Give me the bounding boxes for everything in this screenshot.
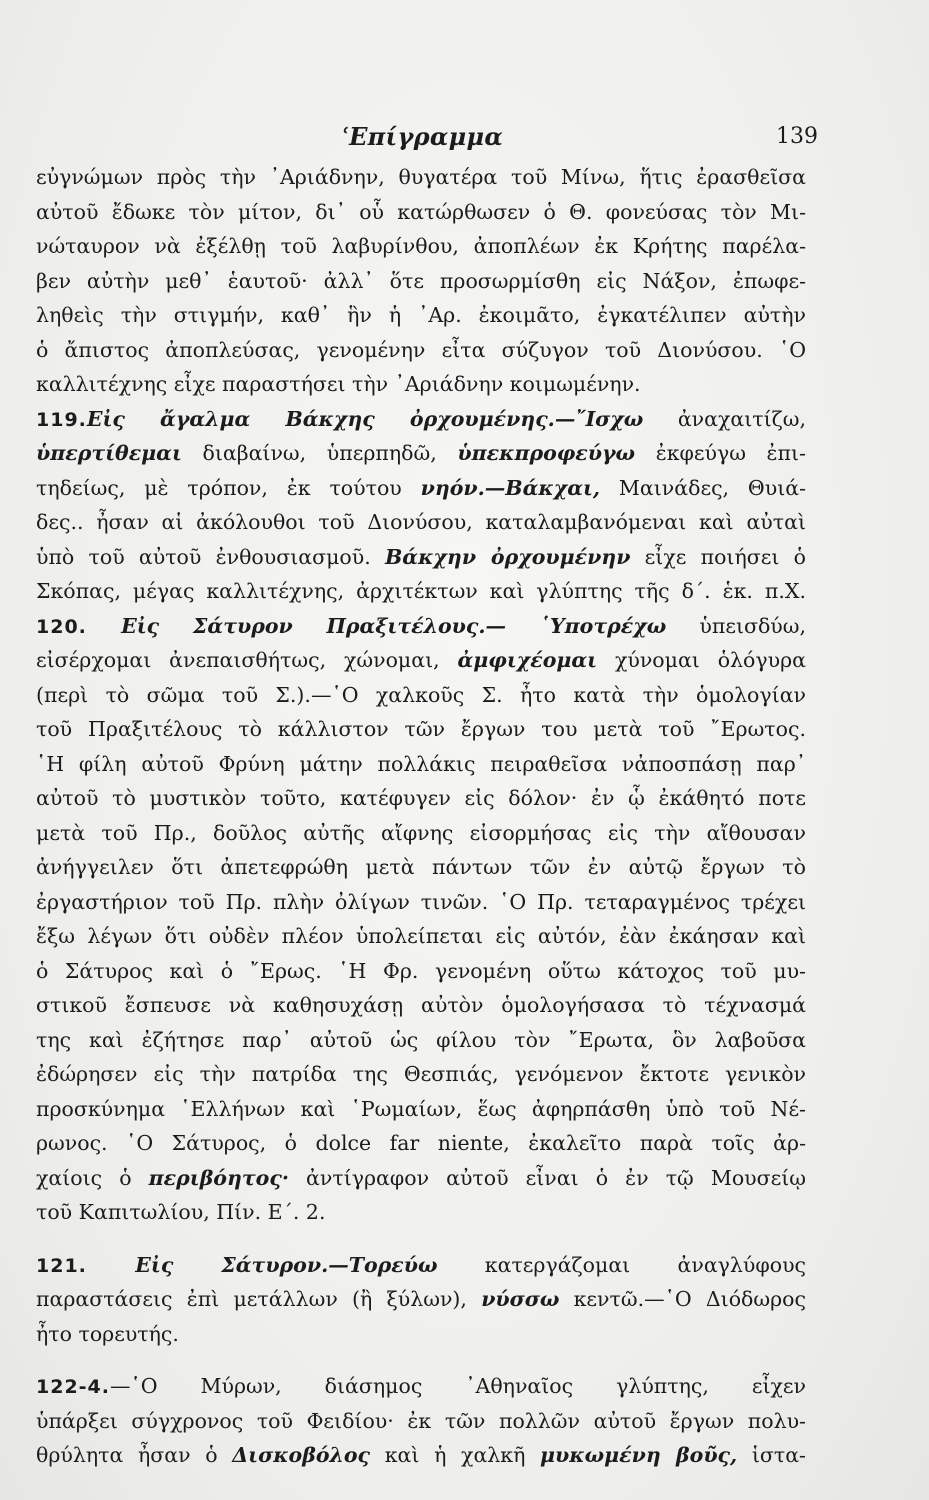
text-line	[36, 1023, 806, 1058]
text-line	[36, 298, 806, 333]
text-segment: Σκόπας, μέγας καλλιτέχνης, ἀρχιτέκτων καὶ γλύπτης τῆς δ΄. ἑκ. π.Χ.	[36, 579, 806, 603]
text-segment: ῾Υποτρέχω	[506, 613, 667, 638]
text-line	[36, 160, 806, 195]
running-title: ʿΕπίγραμμα	[340, 122, 504, 151]
text-segment: 122-4.	[36, 1376, 110, 1398]
text-line	[36, 264, 806, 299]
text-segment: χαίοις ὁ	[36, 1165, 149, 1190]
text-segment: Εἰς ἄγαλμα Βάκχης ὀρχουμένης.—	[86, 406, 576, 431]
text-line	[36, 712, 806, 747]
text-segment: τοῦ Πραξιτέλους τὸ κάλλιστον τῶν ἔργων του μετὰ τοῦ ῎Ερωτος.	[36, 717, 806, 741]
text-segment: 121.	[36, 1254, 136, 1277]
text-segment: ὁ Σάτυρος καὶ ὁ ῎Ερως. ῾Η Φρ. γενομένη οὕτω κάτοχος τοῦ μυ-	[36, 958, 806, 983]
text-segment: της καὶ ἐζήτησε παρ᾿ αὐτοῦ ὡς φίλου τὸν ῎Ερωτα, ὃν λαβοῦσα	[36, 1027, 806, 1052]
text-segment: (περὶ τὸ σῶμα τοῦ Σ.).—῾Ο χαλκοῦς Σ. ἦτο κατὰ τὴν ὁμολογίαν	[36, 682, 806, 707]
text-line	[36, 609, 806, 644]
text-segment: 120.	[36, 615, 122, 638]
text-segment: ὑπάρξει σύγχρονος τοῦ Φειδίου· ἐκ τῶν πολλῶν αὐτοῦ ἔργων πολυ-	[36, 1408, 806, 1433]
text-line	[36, 540, 806, 575]
text-segment: ἦτο τορευτής.	[36, 1321, 179, 1346]
text-line	[36, 1282, 806, 1317]
text-line	[36, 643, 806, 678]
text-line	[36, 229, 806, 264]
text-segment: περιβόητος·	[148, 1165, 289, 1190]
paragraph-gap	[36, 1351, 806, 1369]
text-segment: ρωνος. ῾Ο Σάτυρος, ὁ dolce far niente, ἐκαλεῖτο παρὰ τοῖς ἀρ-	[36, 1131, 806, 1155]
text-segment: αὐτοῦ τὸ μυστικὸν τοῦτο, κατέφυγεν εἰς δόλον· ἐν ᾧ ἐκάθητό ποτε	[36, 786, 806, 810]
text-line	[36, 816, 806, 851]
text-line	[36, 367, 806, 402]
text-line	[36, 954, 806, 989]
text-segment: —῾Ο Μύρων, διάσημος ᾿Αθηναῖος γλύπτης, εἶχεν	[109, 1374, 806, 1398]
text-segment: ῎Ισχω	[575, 406, 644, 431]
text-segment: 119.	[36, 408, 87, 431]
text-segment: παραστάσεις ἐπὶ μετάλλων (ἢ ξύλων),	[36, 1287, 482, 1311]
text-line	[36, 1438, 806, 1473]
text-line	[36, 333, 806, 368]
text-segment: εἰσέρχομαι ἀνεπαισθήτως, χώνομαι,	[36, 648, 458, 672]
text-segment: ῾Η φίλη αὐτοῦ Φρύνη μάτην πολλάκις πειραθεῖσα νἀποσπάσῃ παρ᾿	[36, 751, 806, 776]
text-line	[36, 1369, 806, 1404]
paragraph-gap	[36, 1230, 806, 1248]
text-segment: ἀντίγραφον αὐτοῦ εἶναι ὁ ἐν τῷ Μουσείῳ	[288, 1165, 806, 1190]
text-line	[36, 1092, 806, 1127]
page-number: 139	[776, 124, 818, 149]
body-text	[36, 160, 806, 1473]
text-segment: διαβαίνω, ὑπερπηδῶ,	[181, 441, 458, 465]
text-segment: ὑπὸ τοῦ αὐτοῦ ἐνθουσιασμοῦ.	[36, 544, 385, 569]
text-segment: ἀναχαιτίζω,	[643, 406, 806, 431]
text-line	[36, 195, 806, 230]
text-segment: ἐδώρησεν εἰς τὴν πατρίδα της Θεσπιάς, γενόμενον ἔκτοτε γενικὸν	[36, 1062, 806, 1086]
text-segment: ἐκφεύγω ἐπι-	[635, 441, 806, 465]
text-line	[36, 471, 806, 506]
text-segment: χύνομαι ὁλόγυρα	[597, 648, 806, 672]
text-segment: νύσσω	[481, 1287, 560, 1311]
text-line	[36, 678, 806, 713]
text-line	[36, 1057, 806, 1092]
text-line	[36, 1161, 806, 1196]
text-line	[36, 781, 806, 816]
text-segment: Βάκχην ὀρχουμένην	[384, 544, 631, 569]
text-segment: Εἰς Σάτυρον.—Τορεύω	[135, 1252, 438, 1277]
text-segment: Δισκοβόλος	[232, 1443, 371, 1467]
text-segment: ὁ ἄπιστος ἀποπλεύσας, γενομένην εἶτα σύζυγον τοῦ Διονύσου. ῾Ο	[36, 337, 806, 362]
text-segment: νώταυρον νὰ ἐξέλθῃ τοῦ λαβυρίνθου, ἀποπλέων ἐκ Κρήτης παρέλα-	[36, 234, 806, 258]
text-line	[36, 436, 806, 471]
text-segment: νηόν.—Βάκχαι,	[420, 475, 601, 500]
text-segment: εὐγνώμων πρὸς τὴν ᾿Αριάδνην, θυγατέρα τοῦ Μίνω, ἥτις ἐρασθεῖσα	[36, 165, 806, 189]
text-line	[36, 1317, 806, 1352]
text-line	[36, 1195, 806, 1230]
text-segment: βεν αὐτὴν μεθ᾿ ἑαυτοῦ· ἀλλ᾿ ὅτε προσωρμίσθη εἰς Νάξον, ἐπωφε-	[36, 268, 806, 293]
text-segment: ὑπερτίθεμαι	[36, 441, 182, 465]
text-segment: μυκωμένη βοῦς,	[540, 1443, 738, 1467]
text-line	[36, 919, 806, 954]
text-segment: ἔξω λέγων ὅτι οὐδὲν πλέον ὑπολείπεται εἰς αὐτόν, ἐὰν ἐκάησαν καὶ	[36, 924, 806, 948]
text-line	[36, 1126, 806, 1161]
text-segment: ἀνήγγειλεν ὅτι ἀπετεφρώθη μετὰ πάντων τῶν ἐν αὐτῷ ἔργων τὸ	[36, 855, 806, 879]
text-line	[36, 402, 806, 437]
text-segment: ἱστα-	[737, 1443, 806, 1467]
text-segment: ὑπεισδύω,	[666, 613, 806, 638]
text-segment: Μαινάδες, Θυιά-	[600, 475, 806, 500]
text-segment: μετὰ τοῦ Πρ., δοῦλος αὐτῆς αἴφνης εἰσορμήσας εἰς τὴν αἴθουσαν	[36, 820, 806, 845]
running-head	[0, 122, 929, 152]
text-segment: ἐργαστήριον τοῦ Πρ. πλὴν ὀλίγων τινῶν. ῾Ο Πρ. τεταραγμένος τρέχει	[36, 889, 806, 914]
text-segment: θρύλητα ἦσαν ὁ	[36, 1443, 233, 1467]
text-segment: εἶχε ποιήσει ὁ	[630, 544, 806, 569]
text-segment: Εἰς Σάτυρον Πραξιτέλους.—	[121, 613, 506, 638]
text-segment: ληθεὶς τὴν στιγμήν, καθ᾿ ἣν ἡ ᾿Αρ. ἐκοιμᾶτο, ἐγκατέλιπεν αὐτὴν	[36, 303, 806, 327]
text-segment: δες.. ἦσαν αἱ ἀκόλουθοι τοῦ Διονύσου, καταλαμβανόμεναι καὶ αὐταὶ	[36, 510, 806, 534]
text-line	[36, 747, 806, 782]
text-segment: κατεργάζομαι ἀναγλύφους	[437, 1252, 806, 1277]
text-line	[36, 1248, 806, 1283]
text-segment: ἀμφιχέομαι	[457, 648, 598, 672]
text-line	[36, 850, 806, 885]
text-line	[36, 574, 806, 609]
text-segment: τηδείως, μὲ τρόπον, ἐκ τούτου	[36, 475, 421, 500]
text-segment: κεντῶ.—῾Ο Διόδωρος	[559, 1287, 806, 1311]
text-segment: καλλιτέχνης εἶχε παραστήσει τὴν ᾿Αριάδνην κοιμωμένην.	[36, 372, 641, 396]
text-segment: τοῦ Καπιτωλίου, Πίν. Ε΄. 2.	[36, 1200, 326, 1224]
text-segment: ὑπεκπροφεύγω	[457, 441, 636, 465]
text-line	[36, 885, 806, 920]
text-line	[36, 1404, 806, 1439]
text-line	[36, 505, 806, 540]
text-segment: στικοῦ ἔσπευσε νὰ καθησυχάσῃ αὐτὸν ὁμολογήσασα τὸ τέχνασμά	[36, 993, 806, 1017]
text-segment: προσκύνημα ῾Ελλήνων καὶ ῾Ρωμαίων, ἕως ἀφηρπάσθη ὑπὸ τοῦ Νέ-	[36, 1096, 806, 1121]
text-line	[36, 988, 806, 1023]
text-segment: αὐτοῦ ἔδωκε τὸν μίτον, δι᾿ οὗ κατώρθωσεν ὁ Θ. φονεύσας τὸν Μι-	[36, 199, 806, 224]
text-segment: καὶ ἡ χαλκῆ	[370, 1443, 541, 1467]
